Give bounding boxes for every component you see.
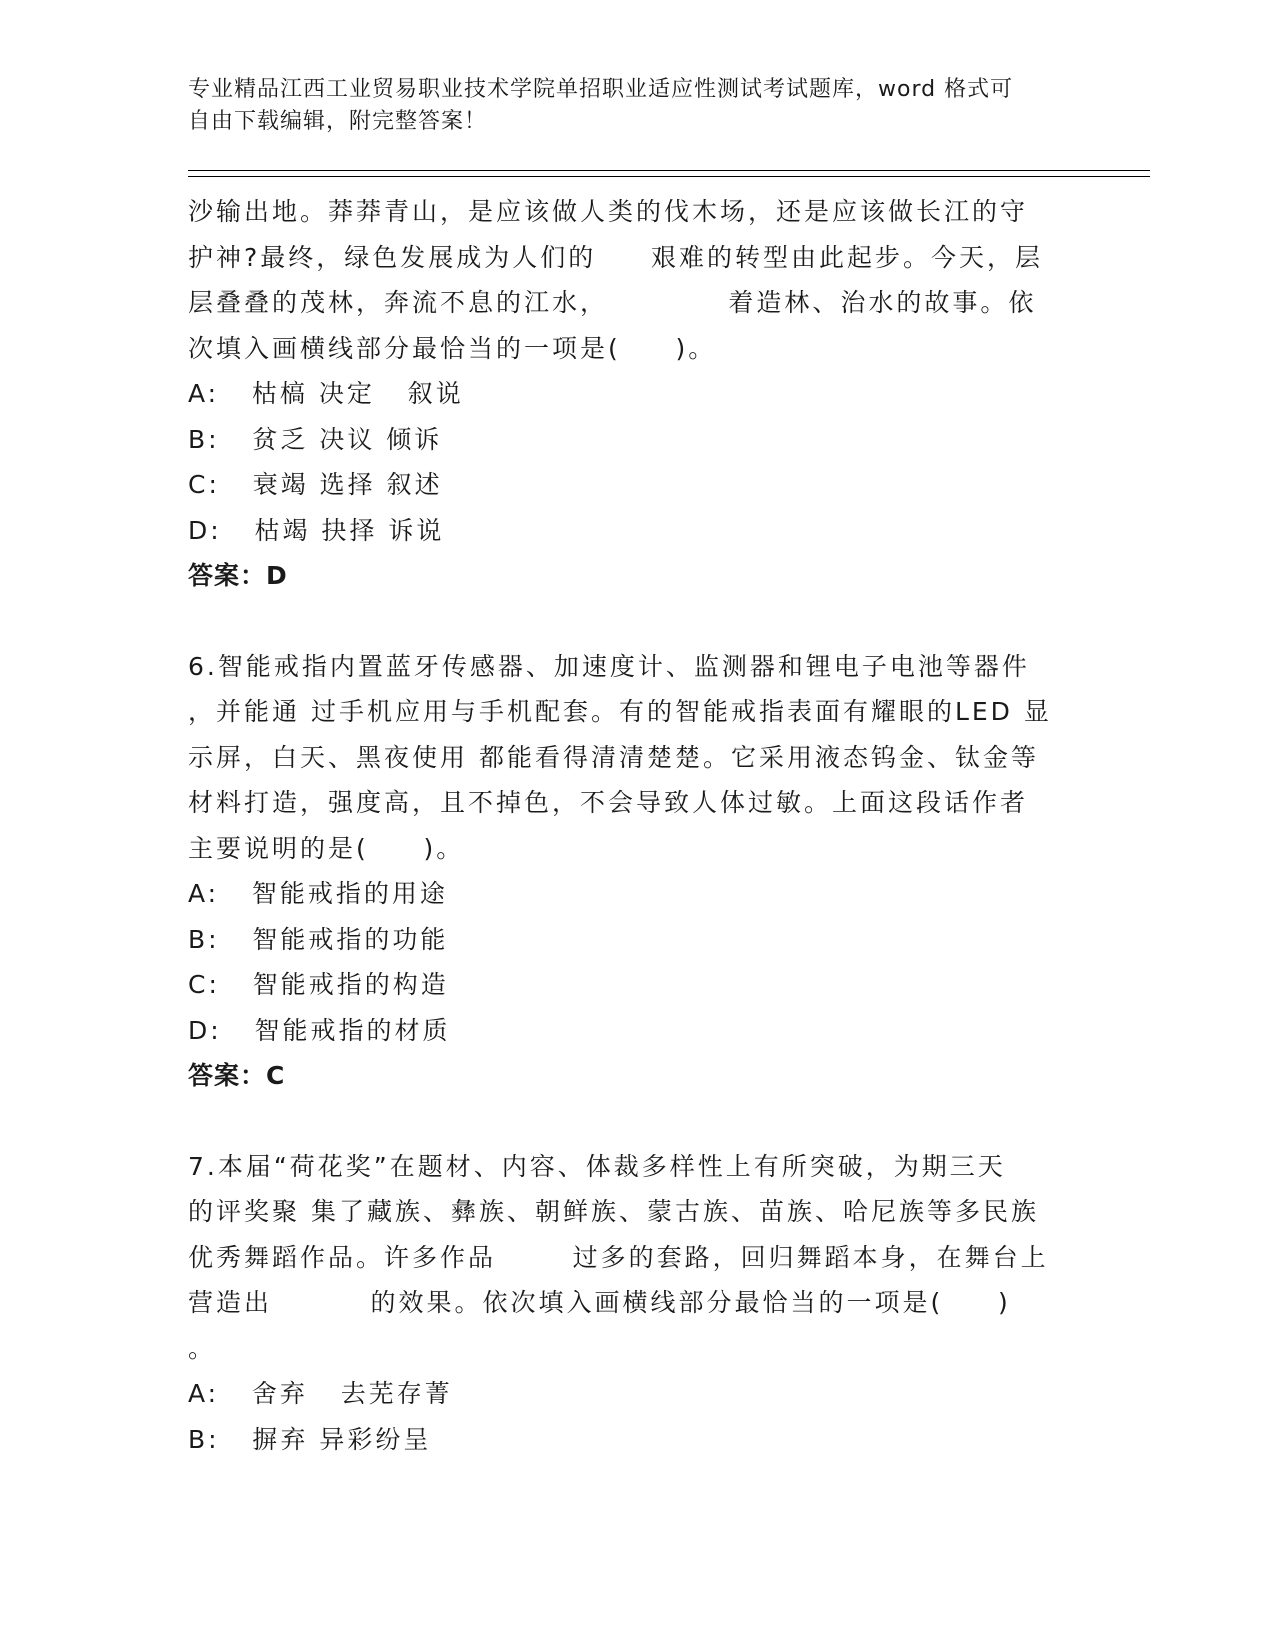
spacer	[188, 1099, 1088, 1144]
header-divider-top	[188, 170, 1150, 171]
option-a: A: 舍弃 去芜存菁	[188, 1379, 453, 1408]
header-divider-bottom	[188, 176, 1150, 177]
answer: 答案：D	[188, 561, 288, 590]
question-line: 的评奖聚 集了藏族、彝族、朝鲜族、蒙古族、苗族、哈尼族等多民族	[188, 1197, 1039, 1226]
question-7	[188, 1144, 1088, 1463]
question-line: 主要说明的是( )。	[188, 833, 465, 863]
answer: 答案：C	[188, 1061, 286, 1090]
question-line: 护神?最终，绿色发展成为人们的 艰难的转型由此起步。今天，层	[188, 242, 1044, 272]
question-content	[188, 189, 1088, 1462]
question-line: 材料打造，强度高，且不掉色，不会导致人体过敏。上面这段话作者	[188, 788, 1029, 817]
page-header	[188, 74, 1068, 138]
option-b: B: 智能戒指的功能	[188, 924, 449, 954]
question-line: 层叠叠的茂林，奔流不息的江水， 着造林、治水的故事。依	[188, 288, 1037, 317]
spacer	[188, 599, 1088, 644]
question-line: 沙输出地。莽莽青山，是应该做人类的伐木场，还是应该做长江的守	[188, 197, 1029, 226]
question-line: 营造出 的效果。依次填入画横线部分最恰当的一项是( )	[188, 1288, 1011, 1317]
question-6	[188, 644, 1088, 1099]
option-d: D: 枯竭 抉择 诉说	[188, 515, 445, 545]
header-line-1: 专业精品江西工业贸易职业技术学院单招职业适应性测试考试题库，word 格式可	[188, 77, 1014, 102]
header-line-2: 自由下载编辑，附完整答案！	[188, 109, 488, 134]
question-line: 7.本届“荷花奖”在题材、内容、体裁多样性上有所突破，为期三天	[188, 1151, 1006, 1181]
option-d: D: 智能戒指的材质	[188, 1015, 451, 1045]
option-a: A: 智能戒指的用途	[188, 879, 448, 908]
option-b: B: 贫乏 决议 倾诉	[188, 424, 443, 454]
question-line: 6.智能戒指内置蓝牙传感器、加速度计、监测器和锂电子电池等器件	[188, 651, 1030, 681]
question-line: 。	[188, 1333, 217, 1363]
question-line: 次填入画横线部分最恰当的一项是( )。	[188, 333, 717, 363]
question-line: ，并能通 过手机应用与手机配套。有的智能戒指表面有耀眼的LED 显	[188, 697, 1052, 726]
option-c: C: 衰竭 选择 叙述	[188, 470, 443, 499]
option-c: C: 智能戒指的构造	[188, 970, 449, 999]
question-line: 优秀舞蹈作品。许多作品 过多的套路，回归舞蹈本身，在舞台上	[188, 1242, 1049, 1272]
question-5	[188, 189, 1088, 599]
option-b: B: 摒弃 异彩纷呈	[188, 1424, 432, 1454]
question-line: 示屏，白天、黑夜使用 都能看得清清楚楚。它采用液态钨金、钛金等	[188, 742, 1039, 772]
option-a: A: 枯槁 决定 叙说	[188, 379, 464, 408]
